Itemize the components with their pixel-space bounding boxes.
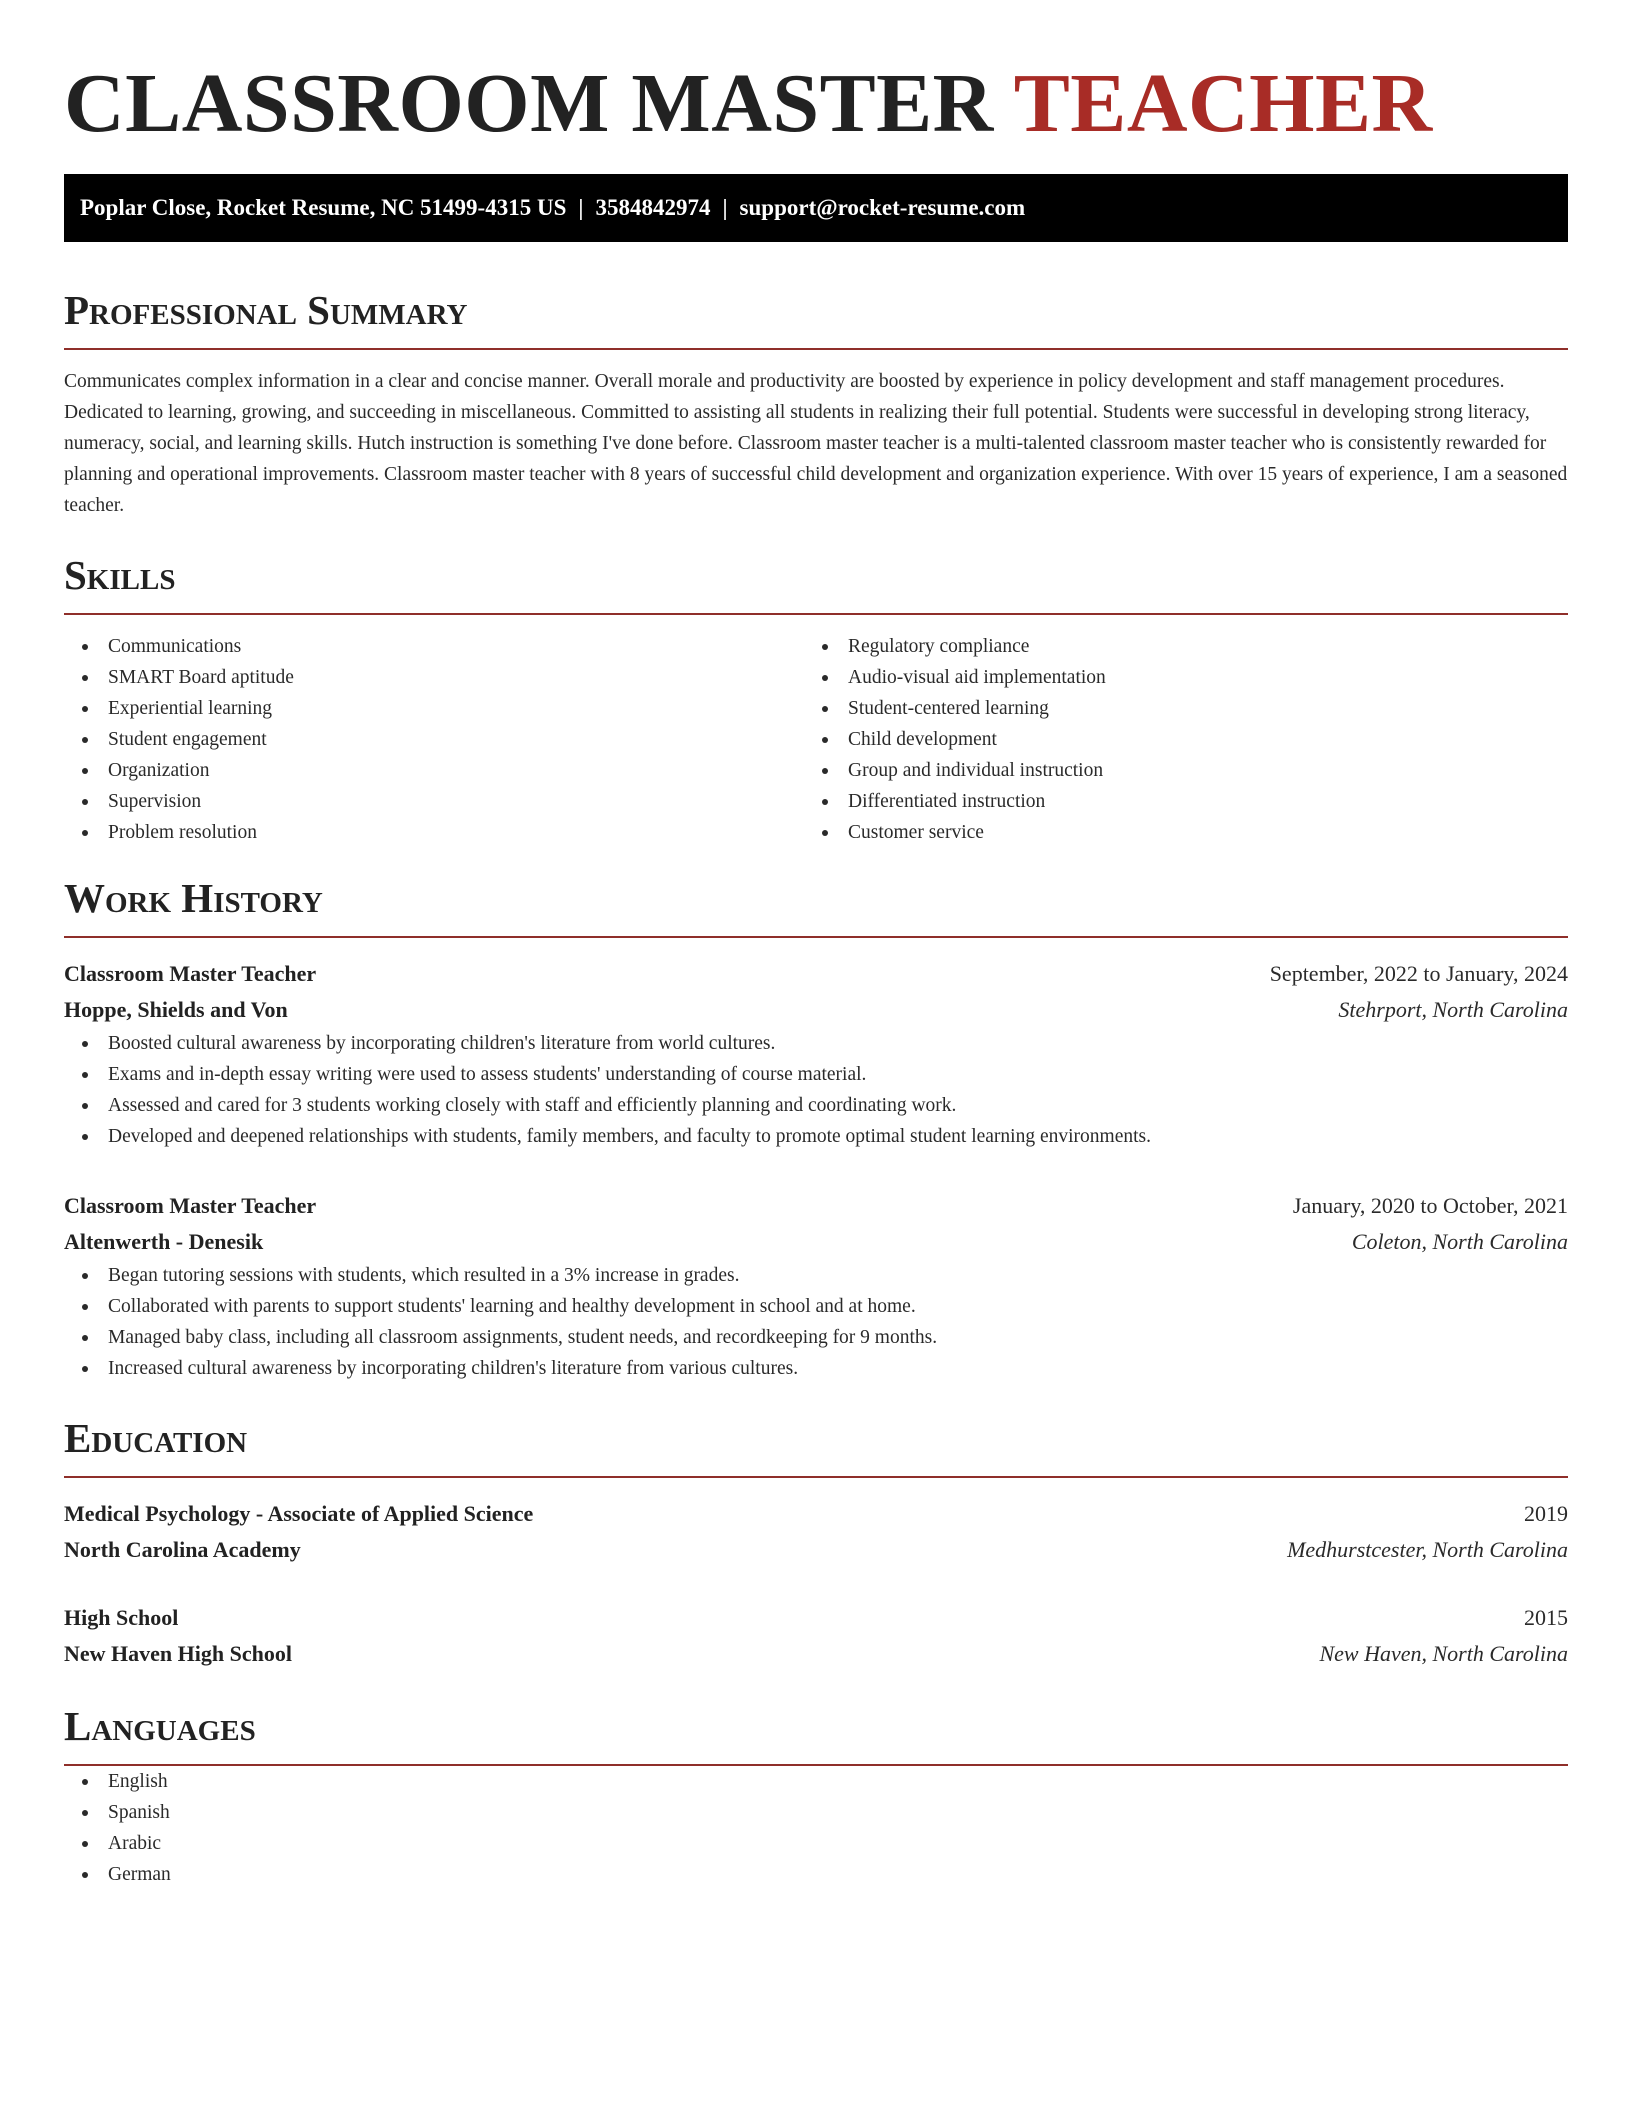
job-company-row: [64, 992, 1568, 1028]
skill-item: Student-centered learning: [804, 693, 1544, 724]
summary-text: Communicates complex information in a clear and concise manner. Overall morale and productivity are boosted by experience in policy development and staff management procedures. Dedicated to learning, growing, and succeeding in miscellaneous. Committed to assisting all students in realizing their full potential. Students were successful in developing strong literacy, numeracy, social, and learning skills. Hutch instruction is something I've done before. Classroom master teacher is a multi-talented classroom master teacher who is consistently rewarded for planning and operational improvements. Classroom master teacher with 8 years of successful child development and organization experience. With over 15 years of experience, I am a seasoned teacher.: [64, 371, 1568, 516]
work-entry: [64, 956, 1568, 1152]
job-bullet: Increased cultural awareness by incorporating children's literature from various cultures.: [64, 1353, 1568, 1384]
languages-heading: Languages: [64, 1703, 256, 1749]
language-item: English: [64, 1766, 1568, 1797]
job-company-row: [64, 1224, 1568, 1260]
contact-bar: [64, 174, 1568, 242]
job-title-row: [64, 1188, 1568, 1224]
skill-item: Child development: [804, 724, 1544, 755]
education-school: New Haven High School: [64, 1641, 292, 1666]
language-item: Arabic: [64, 1828, 1568, 1859]
education-degree: Medical Psychology - Associate of Applied Science: [64, 1501, 534, 1526]
job-location: Coleton, North Carolina: [1351, 1229, 1568, 1254]
skills-heading: Skills: [64, 552, 176, 598]
education-school: North Carolina Academy: [64, 1537, 301, 1562]
section-divider: [64, 348, 1568, 350]
contact-email: support@rocket-resume.com: [739, 195, 1026, 220]
school-row: [64, 1532, 1568, 1568]
degree-row: [64, 1496, 1568, 1532]
language-item: Spanish: [64, 1797, 1568, 1828]
contact-separator: |: [578, 195, 584, 220]
skill-item: Group and individual instruction: [804, 755, 1544, 786]
education-year: 2019: [1524, 1501, 1568, 1526]
job-bullet: Began tutoring sessions with students, which resulted in a 3% increase in grades.: [64, 1260, 1568, 1291]
resume-page: [64, 0, 1568, 1890]
degree-row: [64, 1600, 1568, 1636]
skill-item: Regulatory compliance: [804, 631, 1544, 662]
name-primary: CLASSROOM MASTER: [64, 57, 994, 150]
education-heading: Education: [64, 1415, 248, 1461]
skill-item: Differentiated instruction: [804, 786, 1544, 817]
skill-item: Customer service: [804, 817, 1544, 848]
skill-item: SMART Board aptitude: [64, 662, 804, 693]
job-bullet: Managed baby class, including all classroom assignments, student needs, and recordkeeping for 9 months.: [64, 1322, 1568, 1353]
skill-item: Problem resolution: [64, 817, 804, 848]
skill-item: Supervision: [64, 786, 804, 817]
summary-heading: Professional Summary: [64, 287, 468, 333]
skills-column-right: [804, 631, 1544, 848]
section-divider: [64, 1476, 1568, 1478]
job-company: Hoppe, Shields and Von: [64, 997, 288, 1022]
job-title-row: [64, 956, 1568, 992]
job-position: Classroom Master Teacher: [64, 1193, 317, 1218]
education-degree: High School: [64, 1605, 179, 1630]
section-divider: [64, 936, 1568, 938]
job-bullet: Developed and deepened relationships with students, family members, and faculty to promote optimal student learning environments.: [64, 1121, 1568, 1152]
job-location: Stehrport, North Carolina: [1338, 997, 1568, 1022]
job-bullets: [64, 1260, 1568, 1384]
resume-name: [64, 0, 1568, 152]
skill-item: Organization: [64, 755, 804, 786]
job-bullet: Collaborated with parents to support students' learning and healthy development in school and at home.: [64, 1291, 1568, 1322]
education-entry: [64, 1600, 1568, 1672]
education-entry: [64, 1496, 1568, 1568]
skill-item: Communications: [64, 631, 804, 662]
contact-address: Poplar Close, Rocket Resume, NC 51499-4315 US: [80, 195, 567, 220]
skill-item: Audio-visual aid implementation: [804, 662, 1544, 693]
section-divider: [64, 613, 1568, 615]
school-row: [64, 1636, 1568, 1672]
job-bullet: Boosted cultural awareness by incorporating children's literature from world cultures.: [64, 1028, 1568, 1059]
education-location: New Haven, North Carolina: [1319, 1641, 1568, 1666]
work-history-heading: Work History: [64, 875, 323, 921]
education-year: 2015: [1524, 1605, 1568, 1630]
skill-item: Student engagement: [64, 724, 804, 755]
language-item: German: [64, 1859, 1568, 1890]
name-accent: TEACHER: [1013, 57, 1433, 150]
job-dates: September, 2022 to January, 2024: [1269, 961, 1568, 986]
job-dates: January, 2020 to October, 2021: [1292, 1193, 1568, 1218]
languages-list: [64, 1766, 1568, 1890]
job-bullets: [64, 1028, 1568, 1152]
work-entry: [64, 1188, 1568, 1384]
skill-item: Experiential learning: [64, 693, 804, 724]
skills-column-left: [64, 631, 804, 848]
contact-separator: |: [722, 195, 728, 220]
job-company: Altenwerth - Denesik: [64, 1229, 264, 1254]
contact-phone: 3584842974: [595, 195, 711, 220]
job-bullet: Assessed and cared for 3 students working closely with staff and efficiently planning and coordinating work.: [64, 1090, 1568, 1121]
education-location: Medhurstcester, North Carolina: [1287, 1537, 1568, 1562]
job-position: Classroom Master Teacher: [64, 961, 317, 986]
job-bullet: Exams and in-depth essay writing were used to assess students' understanding of course material.: [64, 1059, 1568, 1090]
skills-grid: [64, 631, 1568, 848]
